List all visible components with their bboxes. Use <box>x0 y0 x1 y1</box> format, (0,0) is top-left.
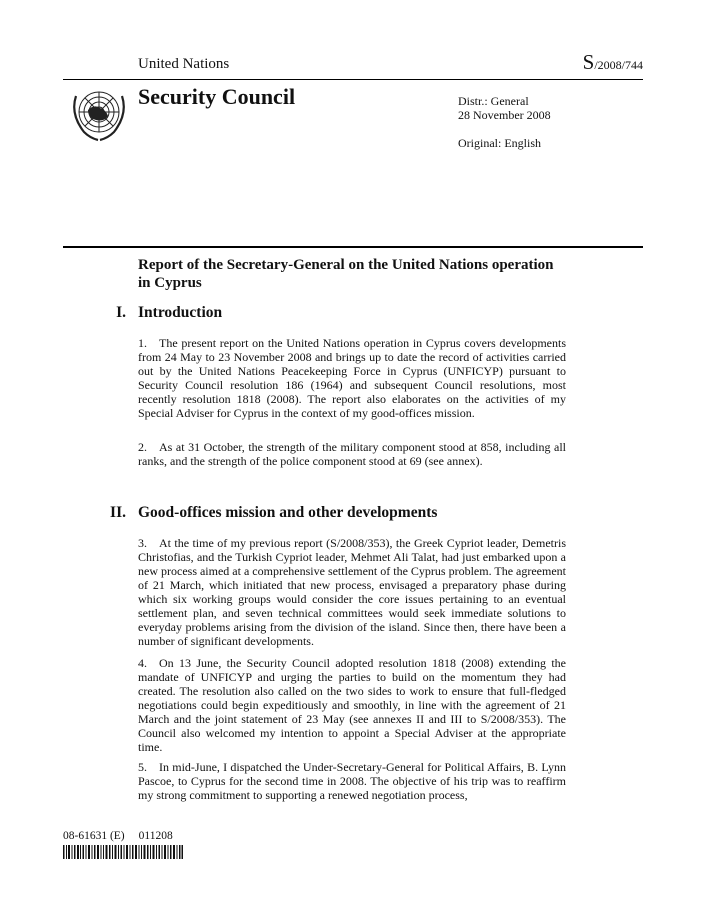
paragraph-text: The present report on the United Nations operation in Cyprus covers developments from 24 May to 23 November 2008 and brings up to date the record of activities carried out by the United Nations Peacekeeping Force in Cyprus (UNFICYP) pursuant to Security Council resolution 186 (1964) and subsequent Council resolutions, most recently resolution 1818 (2008). The report also elaborates on the activities of my Special Adviser for Cyprus in the context of my good-offices mission. <box>138 336 566 420</box>
paragraph-5 <box>138 760 566 802</box>
footer-document-code <box>63 830 173 842</box>
section-title: Introduction <box>138 304 223 321</box>
date-code: 011208 <box>138 830 173 842</box>
paragraph-text: On 13 June, the Security Council adopted resolution 1818 (2008) extending the mandate of UNFICYP and urging the parties to build on the momentum they had created. The resolution also called on the two sides to work to ensure that full-fledged negotiations could begin expeditiously and smoothly, in line with the agreement of 21 March and the joint statement of 23 May (see annexes II and III to S/2008/353). The Council also welcomed my intention to appoint a Special Adviser at the appropriate time. <box>138 656 566 754</box>
symbol-suffix: /2008/744 <box>594 58 643 72</box>
paragraph-number: 4. <box>138 656 147 670</box>
paragraph-4 <box>138 656 566 754</box>
report-title: Report of the Secretary-General on the United Nations operation in Cyprus <box>138 257 554 291</box>
paragraph-number: 1. <box>138 336 147 350</box>
paragraph-3 <box>138 536 566 648</box>
document-code: 08-61631 (E) <box>63 830 125 842</box>
barcode-icon <box>63 845 183 859</box>
section-number: I. <box>116 304 126 321</box>
document-symbol <box>583 50 643 75</box>
organization-name: United Nations <box>138 56 230 72</box>
paragraph-text: At the time of my previous report (S/2008/353), the Greek Cypriot leader, Demetris Christofias, and the Turkish Cypriot leader, Mehmet Ali Talat, had just embarked upon a new process aimed at a comprehensive settlement of the Cyprus problem. The agreement of 21 March, which initiated that new process, envisaged a preparatory phase during which six working groups would consider the core issues pertaining to an eventual settlement plan, and seven technical committees would seek immediate solutions to everyday problems arising from the division of the island. Since then, there have been a number of significant developments. <box>138 536 566 648</box>
un-emblem-icon <box>66 84 132 144</box>
section-heading-2 <box>110 504 438 522</box>
header-rule <box>63 79 643 80</box>
paragraph-1 <box>138 336 566 420</box>
document-date: 28 November 2008 <box>458 108 551 122</box>
paragraph-text: As at 31 October, the strength of the military component stood at 858, including all ranks, and the strength of the police component stood at 69 (see annex). <box>138 440 566 468</box>
section-heading-1 <box>116 304 223 322</box>
section-title: Good-offices mission and other developments <box>138 504 438 521</box>
original-language: Original: English <box>458 136 541 150</box>
paragraph-text: In mid-June, I dispatched the Under-Secretary-General for Political Affairs, B. Lynn Pascoe, to Cyprus for the second time in 2008. The objective of his trip was to reaffirm my strong commitment to supporting a renewed negotiation process, <box>138 760 566 802</box>
paragraph-number: 3. <box>138 536 147 550</box>
body-name: Security Council <box>138 84 296 109</box>
paragraph-number: 5. <box>138 760 147 774</box>
symbol-prefix: S <box>582 50 595 74</box>
distribution-info <box>458 94 551 122</box>
paragraph-number: 2. <box>138 440 147 454</box>
title-rule <box>63 246 643 248</box>
paragraph-2 <box>138 440 566 468</box>
section-number: II. <box>110 504 126 521</box>
distribution: Distr.: General <box>458 94 529 108</box>
